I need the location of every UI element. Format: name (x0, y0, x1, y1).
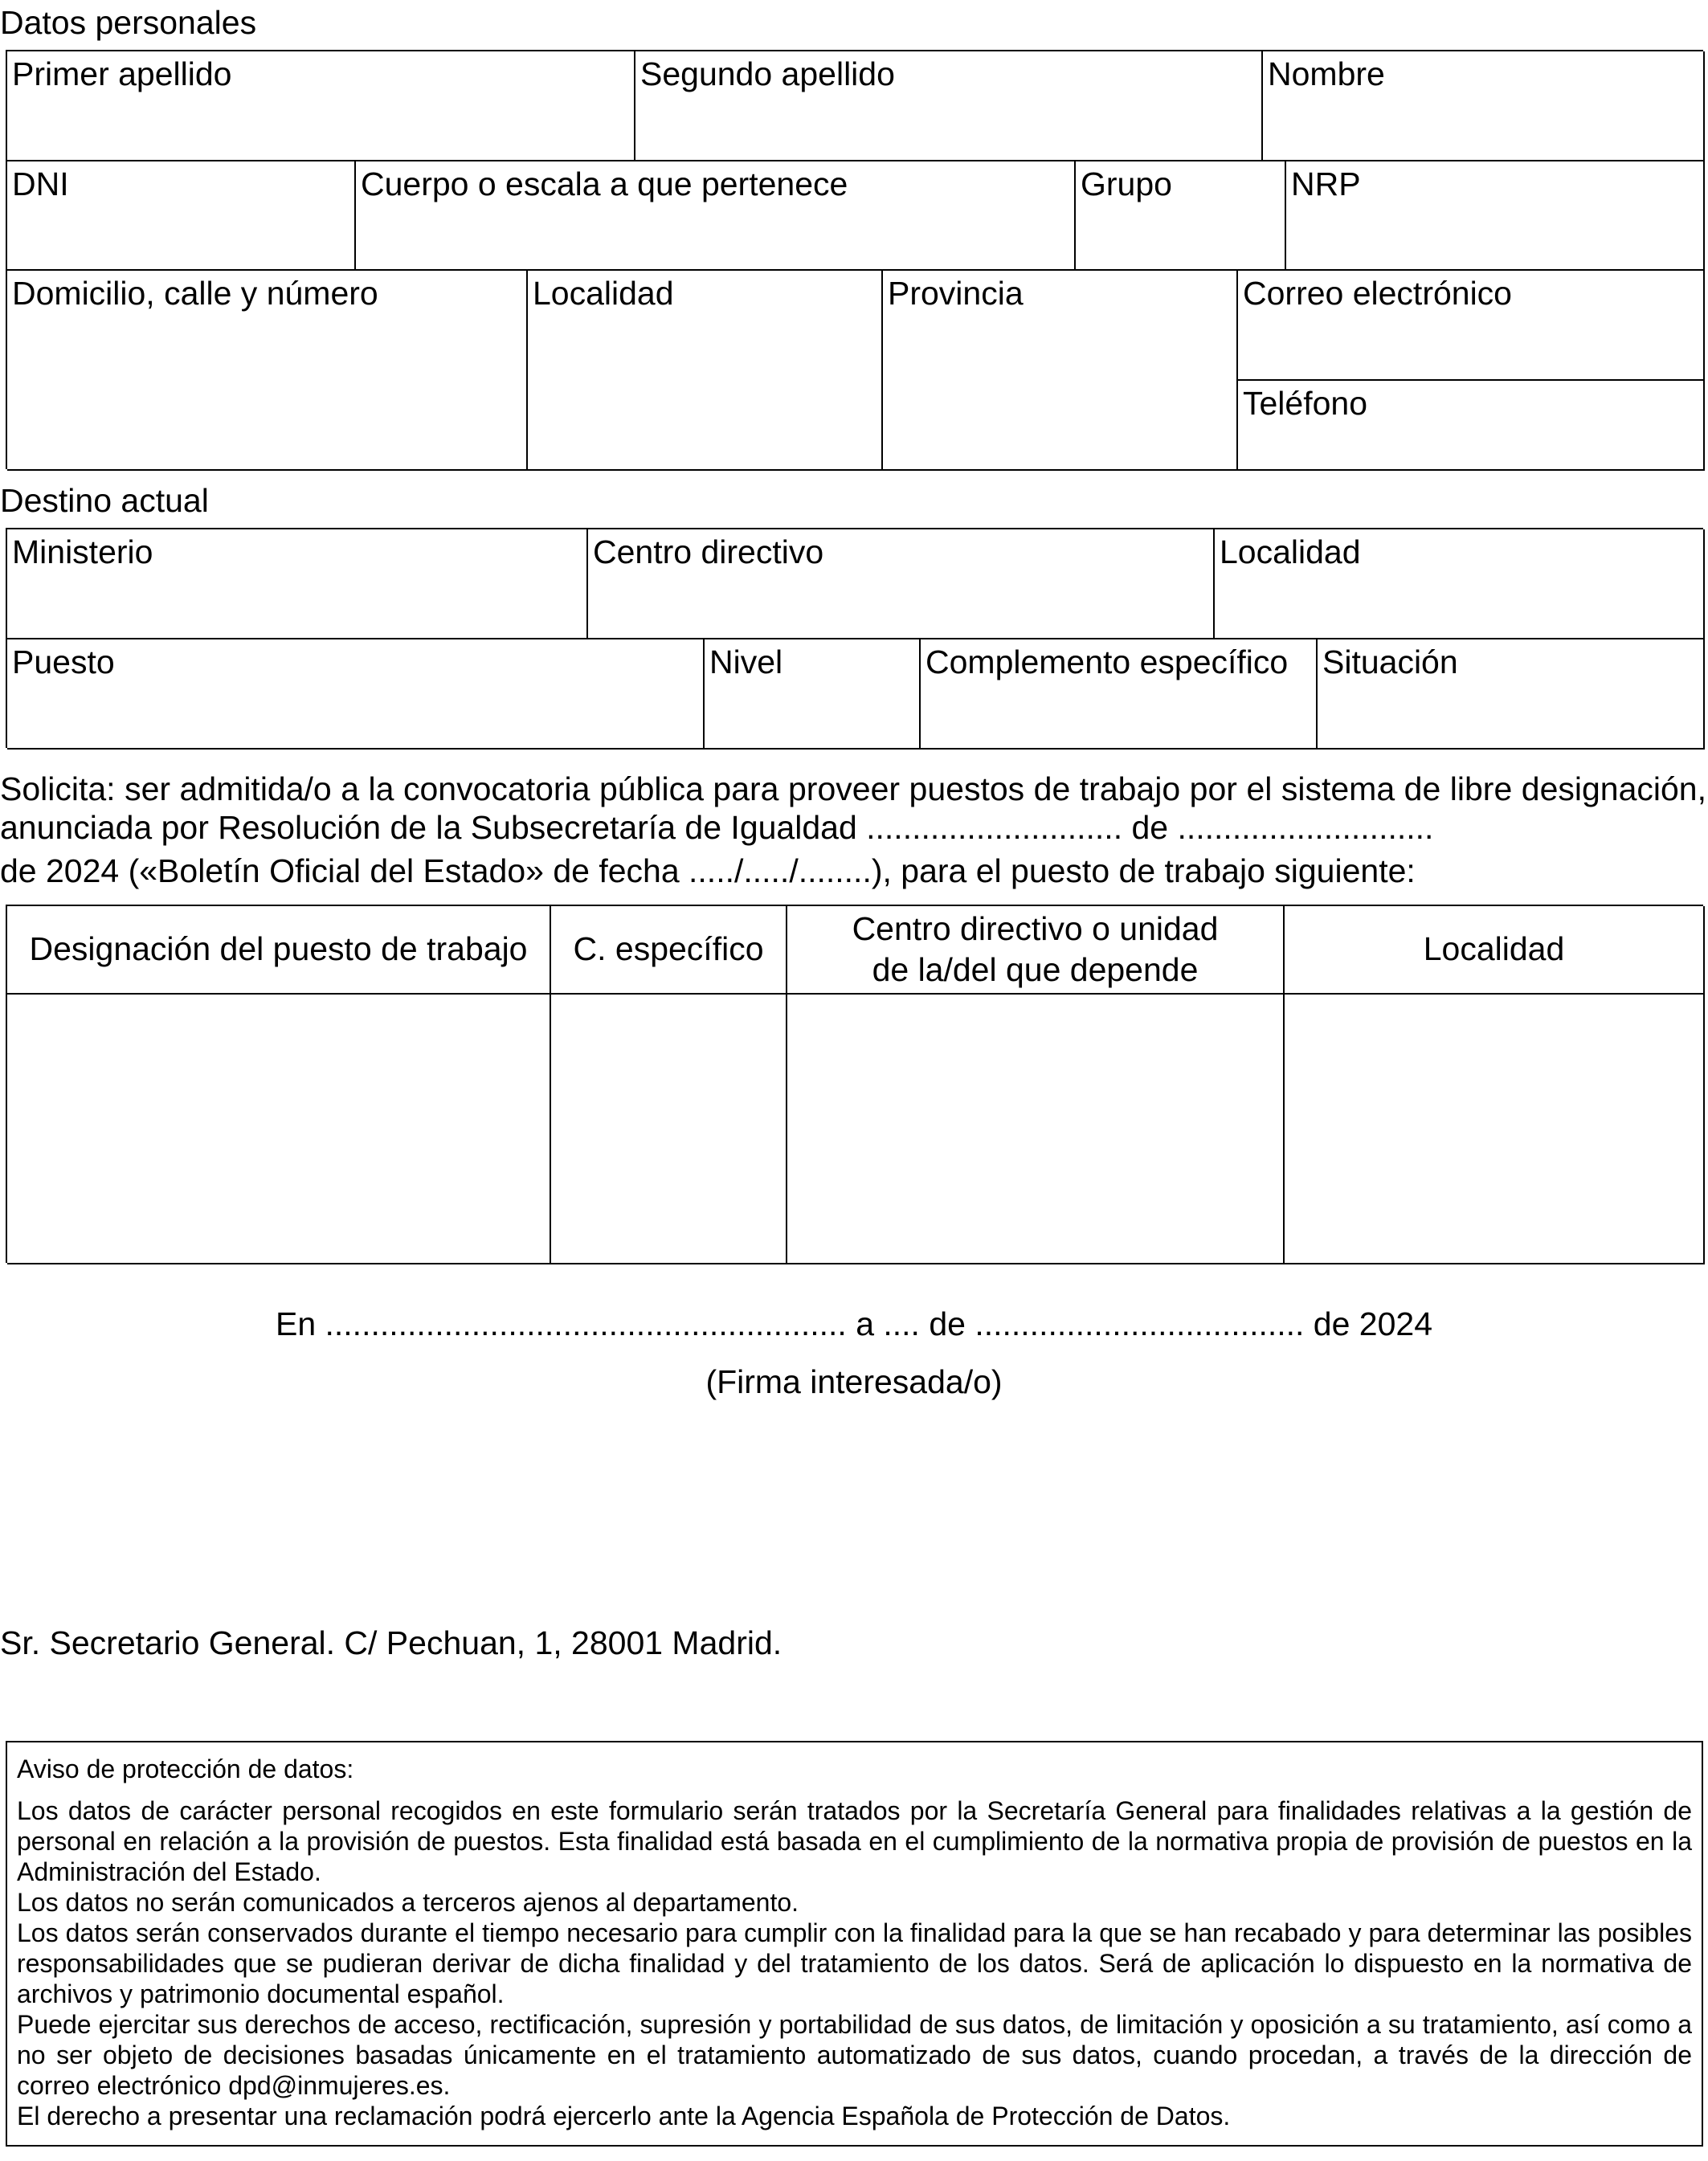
place-date-line: En ......................................................... a .... de .................................... de 2024 (275, 1305, 1433, 1342)
telefono-label: Teléfono (1243, 385, 1368, 422)
header-c-especifico (551, 906, 787, 995)
header-centro-directivo-label: Centro directivo o unidad de la/del que depende (852, 909, 1219, 988)
nombre-cell (1263, 51, 1705, 161)
notice-paragraph: El derecho a presentar una reclamación podrá ejercerlo ante la Agencia Española de Protección de Datos. (17, 2102, 1231, 2130)
notice-paragraph: Los datos no serán comunicados a terceros ajenos al departamento. (17, 1888, 799, 1917)
data-protection-notice (6, 1741, 1703, 2147)
situacion-label: Situación (1322, 643, 1458, 680)
primer-apellido-cell (7, 51, 635, 161)
cuerpo-label: Cuerpo o escala a que pertenece (361, 165, 848, 202)
dni-label: DNI (12, 165, 69, 202)
domicilio-field[interactable] (12, 426, 521, 464)
notice-title: Aviso de protección de datos: (17, 1755, 354, 1783)
nombre-label: Nombre (1268, 55, 1385, 92)
localidad-input-cell[interactable] (1285, 995, 1705, 1264)
complemento-label: Complemento específico (926, 643, 1289, 680)
grupo-cell (1076, 161, 1286, 271)
destino-table (6, 528, 1703, 748)
situacion-field[interactable] (1322, 705, 1698, 743)
localidad-cell (528, 271, 883, 471)
destino-localidad-cell (1215, 529, 1705, 639)
cuerpo-field[interactable] (361, 226, 1069, 264)
ministerio-field[interactable] (12, 594, 582, 633)
centro-directivo-cell (588, 529, 1215, 639)
nrp-cell (1286, 161, 1705, 271)
primer-apellido-label: Primer apellido (12, 55, 232, 92)
telefono-field[interactable] (1243, 432, 1698, 466)
destino-localidad-field[interactable] (1220, 594, 1698, 633)
header-designacion-label: Designación del puesto de trabajo (29, 930, 528, 968)
ministerio-label: Ministerio (12, 533, 153, 570)
complemento-cell (921, 639, 1318, 750)
nivel-cell (705, 639, 921, 750)
telefono-cell (1238, 381, 1705, 471)
header-localidad (1285, 906, 1705, 995)
centro-directivo-input-cell[interactable] (787, 995, 1285, 1264)
grupo-label: Grupo (1081, 165, 1172, 202)
segundo-apellido-label: Segundo apellido (640, 55, 895, 92)
domicilio-cell (7, 271, 528, 471)
header-localidad-label: Localidad (1423, 930, 1565, 968)
notice-paragraph: Los datos de carácter personal recogidos en este formulario serán tratados por la Secretaría General para finalidades relativas a la gestión de personal en relación a la provisión de puestos. Esta finalidad está basada en el cumplimiento de la normativa propia de provisión de puestos en la Administración del Estado. (17, 1796, 1692, 1886)
notice-paragraph: Los datos serán conservados durante el tiempo necesario para cumplir con la finalidad para la que se han recabado y para determinar las posibles responsabilidades que se pudieran derivar de dicha finalidad y del tratamiento de los datos. Será de aplicación lo dispuesto en la normativa de archivos y patrimonio documental español. (17, 1918, 1692, 2008)
localidad-label: Localidad (533, 275, 674, 312)
puesto-cell (7, 639, 705, 750)
puesto-label: Puesto (12, 643, 115, 680)
section-heading-destino: Destino actual (0, 482, 209, 519)
centro-directivo-label: Centro directivo (593, 533, 824, 570)
centro-directivo-field[interactable] (593, 594, 1208, 633)
segundo-apellido-field[interactable] (640, 116, 1256, 155)
correo-label: Correo electrónico (1243, 275, 1512, 312)
situacion-cell (1318, 639, 1705, 750)
complemento-field[interactable] (926, 705, 1311, 743)
dni-field[interactable] (12, 226, 349, 264)
ministerio-cell (7, 529, 588, 639)
c-especifico-input-cell[interactable] (551, 995, 787, 1264)
correo-cell (1238, 271, 1705, 381)
nombre-field[interactable] (1268, 116, 1698, 155)
header-designacion (7, 906, 551, 995)
personal-data-table (6, 50, 1703, 469)
domicilio-label: Domicilio, calle y número (12, 275, 378, 312)
cuerpo-cell (356, 161, 1076, 271)
nrp-field[interactable] (1291, 226, 1698, 264)
addressee: Sr. Secretario General. C/ Pechuan, 1, 28001 Madrid. (0, 1624, 782, 1661)
nivel-label: Nivel (709, 643, 783, 680)
nrp-label: NRP (1291, 165, 1361, 202)
puesto-solicitado-table (6, 905, 1703, 1263)
puesto-field[interactable] (12, 705, 698, 743)
provincia-field[interactable] (888, 426, 1232, 464)
localidad-field[interactable] (533, 426, 876, 464)
correo-field[interactable] (1243, 336, 1698, 374)
provincia-label: Provincia (888, 275, 1024, 312)
segundo-apellido-cell (635, 51, 1263, 161)
provincia-cell (883, 271, 1238, 471)
solicita-paragraph-end: de 2024 («Boletín Oficial del Estado» de fecha ...../...../........), para el puesto de trabajo siguiente: (0, 852, 1416, 889)
destino-localidad-label: Localidad (1220, 533, 1361, 570)
nivel-field[interactable] (709, 705, 914, 743)
grupo-field[interactable] (1081, 226, 1280, 264)
dni-cell (7, 161, 356, 271)
designacion-input-cell[interactable] (7, 995, 551, 1264)
header-centro-directivo (787, 906, 1285, 995)
section-heading-personal: Datos personales (0, 4, 257, 41)
notice-paragraph: Puede ejercitar sus derechos de acceso, rectificación, supresión y portabilidad de sus datos, de limitación y oposición a su tratamiento, así como a no ser objeto de decisiones basadas únicamente en el tratamiento automatizado de sus datos, cuando procedan, a través de la dirección de correo electrónico dpd@inmujeres.es. (17, 2010, 1692, 2100)
primer-apellido-field[interactable] (12, 116, 629, 155)
header-c-especifico-label: C. específico (573, 930, 764, 968)
signature-label: (Firma interesada/o) (705, 1363, 1003, 1400)
solicita-paragraph: Solicita: ser admitida/o a la convocatoria pública para proveer puestos de trabajo por el sistema de libre designación, anunciada por Resolución de la Subsecretaría de Igualdad ............................ de ............................ (0, 770, 1706, 846)
